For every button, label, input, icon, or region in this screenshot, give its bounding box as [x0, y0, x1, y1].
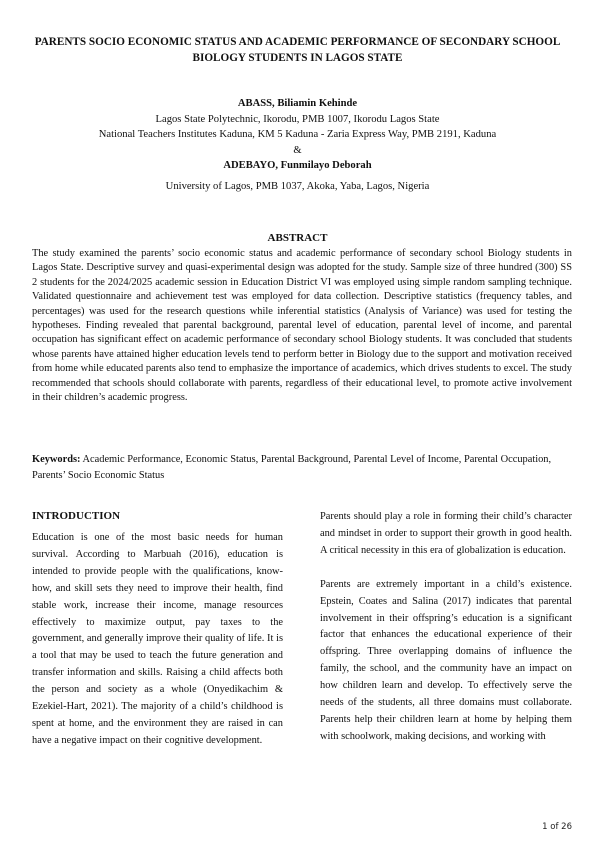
- page-number: 1 of 26: [542, 822, 572, 832]
- abstract-text: The study examined the parents’ socio economic status and academic performance of secondary school Biology students in Lagos State. Descriptive survey and quasi-experimental design was adopted for the study. Sample size of three hundred (300) SS 2 students for the 2024/2025 academic session in Education District VI was employed using simple random sampling technique. Validated questionnaire and achievement test was employed for data collection. Descriptive statistics (frequency tables, and percentages) was used for the research questions while inferential statistics (Analysis of Variance) was used for testing the hypotheses. Finding revealed that parental background, parental level of education, parental level of income, and parental occupation has significant effect on academic performance of secondary school Biology students. It was concluded that students whose parents have attained higher education levels tend to perform better in Biology due to the support and motivation received from home while educated parents also tend to emphasize the importance of academics, which drives students to excel. The study recommended that schools should collaborate with parents, regardless of their educational level, to promote active involvement in their children’s academic progress.: [32, 248, 572, 404]
- introduction-heading: INTRODUCTION: [32, 510, 121, 522]
- intro-paragraph-1: Education is one of the most basic needs for human survival. According to Marbuah (2016), education is intended to provide people with the qualifications, know-how, and skill sets they need to improve their health, find stable work, increase their income, manage resources effectively to maximize output, pay taxes to the government, and generally improve their quality of life. It is a tool that may be used to teach the future generation and transfer information and skills. Raising a child affects both the person and society as a whole (Onyedikachim & Ezekiel-Hart, 2021). The majority of a child’s childhood is spent at home, and the environment they are raised in can have a negative impact on their cognitive development.: [32, 532, 283, 746]
- keywords-block: [32, 452, 572, 483]
- author-1-affiliation-1: Lagos State Polytechnic, Ikorodu, PMB 1007, Ikorodu Lagos State: [155, 113, 440, 125]
- author-2-affiliation: University of Lagos, PMB 1037, Akoka, Yaba, Lagos, Nigeria: [165, 181, 430, 192]
- author-block: [20, 96, 575, 174]
- author-1-affiliation-2: National Teachers Institutes Kaduna, KM 5 Kaduna - Zaria Express Way, PMB 2191, Kaduna: [98, 129, 497, 141]
- left-column: [32, 530, 283, 750]
- intro-paragraph-3: Parents are extremely important in a child’s existence. Epstein, Coates and Salina (2017) indicates that parental involvement in their offspring’s education is a significant factor that enhances the educational experience of their offspring. Three overlapping domains of influence the family, the school, and the community have an impact on how children learn and develop. To effectively serve the needs of the students, all three domains must collaborate. Parents help their children learn at home by helping them with schoolwork, making decisions, and working with: [320, 578, 572, 742]
- author-2-name: ADEBAYO, Funmilayo Deborah: [223, 160, 372, 172]
- abstract-heading: ABSTRACT: [267, 232, 328, 244]
- author-separator: &: [293, 144, 302, 156]
- keywords-text: Academic Performance, Economic Status, Parental Background, Parental Level of Income, Parental Occupation, Parents’ Socio Economic Status: [32, 454, 552, 481]
- author-1-name: ABASS, Biliamin Kehinde: [237, 98, 358, 109]
- keywords-label: Keywords:: [32, 454, 81, 465]
- intro-paragraph-2: Parents should play a role in forming their child’s character and mindset in order to support their growth in good health. A critical necessity in this era of globalization is education.: [320, 511, 572, 556]
- paper-title: PARENTS SOCIO ECONOMIC STATUS AND ACADEMIC PERFORMANCE OF SECONDARY SCHOOL BIOLOGY STUDENTS IN LAGOS STATE: [34, 36, 561, 64]
- right-column: [320, 509, 572, 763]
